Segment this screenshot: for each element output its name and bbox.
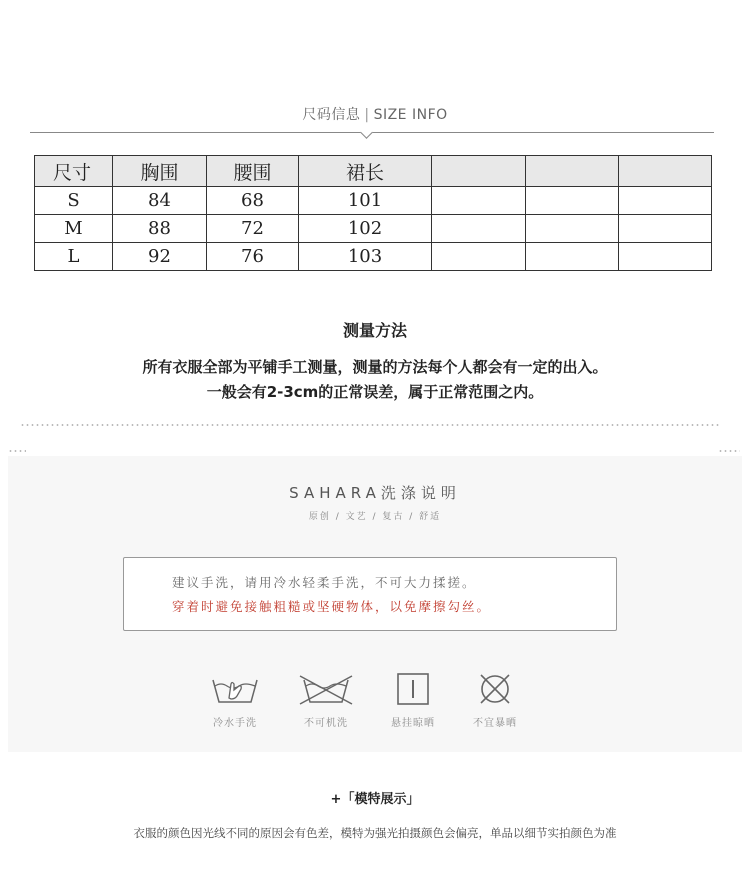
size-info-title	[0, 104, 750, 124]
chest-cell: 84	[113, 187, 207, 215]
size-info-title-cn: 尺码信息	[302, 107, 361, 123]
empty-cell	[526, 187, 619, 215]
size-info-title-en: SIZE INFO	[373, 107, 448, 123]
care-label: 悬挂晾晒	[391, 718, 435, 729]
size-info-separator: |	[364, 107, 370, 123]
washing-subtitle: 原创 / 文艺 / 复古 / 舒适	[308, 512, 442, 522]
washing-notice-box	[123, 557, 617, 631]
size-cell: M	[35, 215, 113, 243]
size-table	[34, 155, 712, 271]
care-item-no-machine-wash	[286, 672, 366, 729]
chest-cell: 92	[113, 243, 207, 271]
dotted-divider-right	[718, 450, 740, 452]
care-item-no-tumble-dry	[455, 672, 535, 729]
care-label: 不宜暴晒	[473, 718, 517, 729]
dotted-divider	[20, 424, 720, 426]
care-item-hand-wash	[195, 672, 275, 729]
header-cell: 尺寸	[35, 156, 113, 187]
header-cell	[432, 156, 526, 187]
waist-cell: 68	[207, 187, 299, 215]
measurement-line-2: 一般会有2-3cm的正常误差，属于正常范围之内。	[206, 383, 544, 401]
measurement-title: 测量方法	[342, 321, 407, 340]
length-cell: 103	[299, 243, 432, 271]
header-cell: 腰围	[207, 156, 299, 187]
header-cell	[619, 156, 712, 187]
care-label: 冷水手洗	[213, 718, 257, 729]
size-table-header-row	[35, 156, 712, 187]
no-tumble-dry-icon	[477, 672, 513, 706]
empty-cell	[526, 243, 619, 271]
header-cell	[526, 156, 619, 187]
care-label: 不可机洗	[304, 718, 348, 729]
dotted-divider-left	[8, 450, 26, 452]
empty-cell	[526, 215, 619, 243]
empty-cell	[619, 243, 712, 271]
header-cell: 胸围	[113, 156, 207, 187]
divider-notch-icon	[360, 126, 373, 139]
header-cell: 裙长	[299, 156, 432, 187]
empty-cell	[432, 243, 526, 271]
empty-cell	[432, 215, 526, 243]
empty-cell	[432, 187, 526, 215]
table-row	[35, 243, 712, 271]
model-color-note: 衣服的颜色因光线不同的原因会有色差，模特为强光拍摄颜色会偏亮，单品以细节实拍颜色为准	[133, 826, 617, 840]
care-item-hang-dry	[373, 672, 453, 729]
washing-note-1: 建议手洗，请用冷水轻柔手洗，不可大力揉搓。	[172, 575, 477, 590]
measurement-line-1: 所有衣服全部为平铺手工测量，测量的方法每个人都会有一定的出入。	[142, 358, 608, 376]
washing-title: SAHARA洗涤说明	[289, 484, 461, 502]
size-cell: L	[35, 243, 113, 271]
hang-dry-icon	[396, 672, 430, 706]
empty-cell	[619, 187, 712, 215]
hand-wash-cold-icon	[209, 672, 261, 706]
empty-cell	[619, 215, 712, 243]
table-row	[35, 215, 712, 243]
length-cell: 101	[299, 187, 432, 215]
size-cell: S	[35, 187, 113, 215]
model-title: +「模特展示」	[330, 792, 420, 807]
waist-cell: 72	[207, 215, 299, 243]
length-cell: 102	[299, 215, 432, 243]
washing-note-2: 穿着时避免接触粗糙或坚硬物体，以免摩擦勾丝。	[172, 599, 492, 614]
table-row	[35, 187, 712, 215]
waist-cell: 76	[207, 243, 299, 271]
chest-cell: 88	[113, 215, 207, 243]
no-machine-wash-icon	[296, 672, 356, 706]
